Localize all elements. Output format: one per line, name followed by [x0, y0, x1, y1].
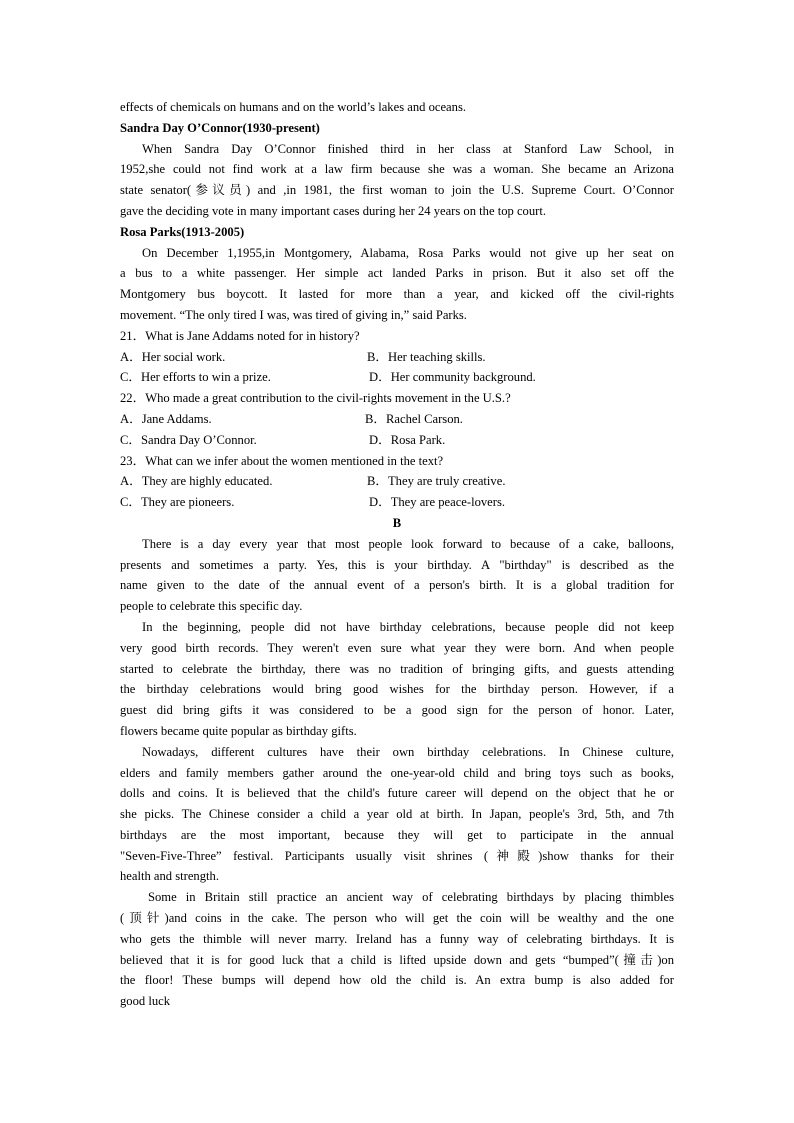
paragraph-line: the floor! These bumps will depend how old the child is. An extra bump is also added for: [120, 973, 674, 988]
option-b: B．Her teaching skills.: [367, 349, 486, 364]
oconnor-line: When Sandra Day O’Connor finished third in her class at Stanford Law School, in: [142, 141, 674, 156]
document-page: [120, 97, 674, 1012]
passage-a-continuation: effects of chemicals on humans and on the world’s lakes and oceans.: [120, 100, 466, 114]
option-row: [120, 430, 674, 451]
option-d: D．Her community background.: [369, 370, 536, 385]
option-a: A．Her social work.: [120, 349, 226, 364]
passage-b-paragraph-2: [120, 617, 674, 742]
option-a: A．They are highly educated.: [120, 474, 273, 489]
question-stem: 23．What can we infer about the women mentioned in the text?: [120, 453, 444, 468]
paragraph-line: In the beginning, people did not have birthday celebrations, because people did not keep: [142, 619, 674, 634]
paragraph-line: who gets the thimble will never marry. Ireland has a funny way of celebrating birthdays. It is: [120, 931, 674, 946]
paragraph-line: believed that it is for good luck that a child is lifted upside down and gets “bumped”(撞击)on: [120, 952, 674, 967]
passage-b-heading: B: [392, 515, 402, 530]
paragraph-line: flowers became quite popular as birthday gifts.: [120, 723, 357, 738]
option-row: [120, 471, 674, 492]
paragraph-line: guest did bring gifts it was considered to be a good sign for the person of honor. Later,: [120, 703, 674, 718]
paragraph-line: health and strength.: [120, 869, 219, 884]
parks-paragraph: [120, 243, 674, 326]
paragraph-line: birthdays are the most important, because they will get to participate in the annual: [120, 827, 674, 842]
option-a: A．Jane Addams.: [120, 411, 212, 426]
paragraph-line: "Seven-Five-Three” festival. Participants usually visit shrines (神殿)show thanks for their: [120, 848, 674, 863]
paragraph-line: dolls and coins. It is believed that the child's future career will depend on the object that he or: [120, 786, 674, 801]
passage-b-paragraph-4: [120, 887, 674, 1012]
parks-line: movement. “The only tired I was, was tired of giving in,” said Parks.: [120, 307, 467, 322]
parks-line: Montgomery bus boycott. It lasted for more than a year, and kicked off the civil-rights: [120, 287, 674, 302]
parks-line: a bus to a white passenger. Her simple act landed Parks in prison. But it also set off the: [120, 266, 674, 281]
paragraph-line: the birthday celebrations would bring good wishes for the birthday person. However, if a: [120, 682, 674, 697]
option-row: [120, 367, 674, 388]
paragraph-line: very good birth records. They weren't even sure what year they were born. And when people: [120, 640, 674, 655]
paragraph-line: Nowadays, different cultures have their own birthday celebrations. In Chinese culture,: [142, 744, 674, 759]
option-d: D．They are peace-lovers.: [369, 495, 506, 510]
option-row: [120, 347, 674, 368]
passage-b-paragraph-3: [120, 742, 674, 888]
passage-b-paragraph-1: [120, 534, 674, 617]
option-b: B．Rachel Carson.: [365, 411, 463, 426]
oconnor-heading: Sandra Day O’Connor(1930-present): [120, 120, 320, 135]
option-c: C．They are pioneers.: [120, 495, 235, 510]
question-23: [120, 451, 674, 513]
option-row: [120, 492, 674, 513]
question-stem: 21．What is Jane Addams noted for in history?: [120, 328, 360, 343]
option-c: C．Her efforts to win a prize.: [120, 370, 271, 385]
paragraph-line: people to celebrate this specific day.: [120, 599, 303, 614]
option-d: D．Rosa Park.: [369, 432, 446, 447]
paragraph-line: (顶针)and coins in the cake. The person who will get the coin will be wealthy and the one: [120, 911, 674, 926]
parks-heading: Rosa Parks(1913-2005): [120, 224, 245, 239]
paragraph-line: Some in Britain still practice an ancient way of celebrating birthdays by placing thimbles: [148, 890, 674, 905]
paragraph-line: elders and family members gather around the one-year-old child and bring toys such as books,: [120, 765, 674, 780]
paragraph-line: started to celebrate the birthday, there was no tradition of bringing gifts, and guests attending: [120, 661, 674, 676]
paragraph-line: she picks. The Chinese consider a child a year old at birth. In Japan, people's 3rd, 5th, and 7th: [120, 807, 674, 822]
oconnor-line: 1952,she could not find work at a law firm because she was a woman. She became an Arizona: [120, 162, 674, 177]
paragraph-line: good luck: [120, 994, 171, 1009]
question-22: [120, 388, 674, 450]
question-stem: 22．Who made a great contribution to the civil-rights movement in the U.S.?: [120, 391, 511, 406]
option-c: C．Sandra Day O’Connor.: [120, 432, 257, 447]
parks-line: On December 1,1955,in Montgomery, Alabama, Rosa Parks would not give up her seat on: [142, 245, 674, 260]
question-21: [120, 326, 674, 388]
paragraph-line: name given to the date of the annual event of a person's birth. It is a global tradition for: [120, 578, 674, 593]
oconnor-line: state senator(参议员) and ,in 1981, the first woman to join the U.S. Supreme Court. O’Connor: [120, 183, 674, 198]
paragraph-line: presents and sometimes a party. Yes, this is your birthday. A "birthday" is described as the: [120, 557, 674, 572]
option-b: B．They are truly creative.: [367, 474, 506, 489]
oconnor-line: gave the deciding vote in many important cases during her 24 years on the top court.: [120, 203, 546, 218]
paragraph-line: There is a day every year that most people look forward to because of a cake, balloons,: [142, 536, 674, 551]
option-row: [120, 409, 674, 430]
oconnor-paragraph: [120, 139, 674, 222]
